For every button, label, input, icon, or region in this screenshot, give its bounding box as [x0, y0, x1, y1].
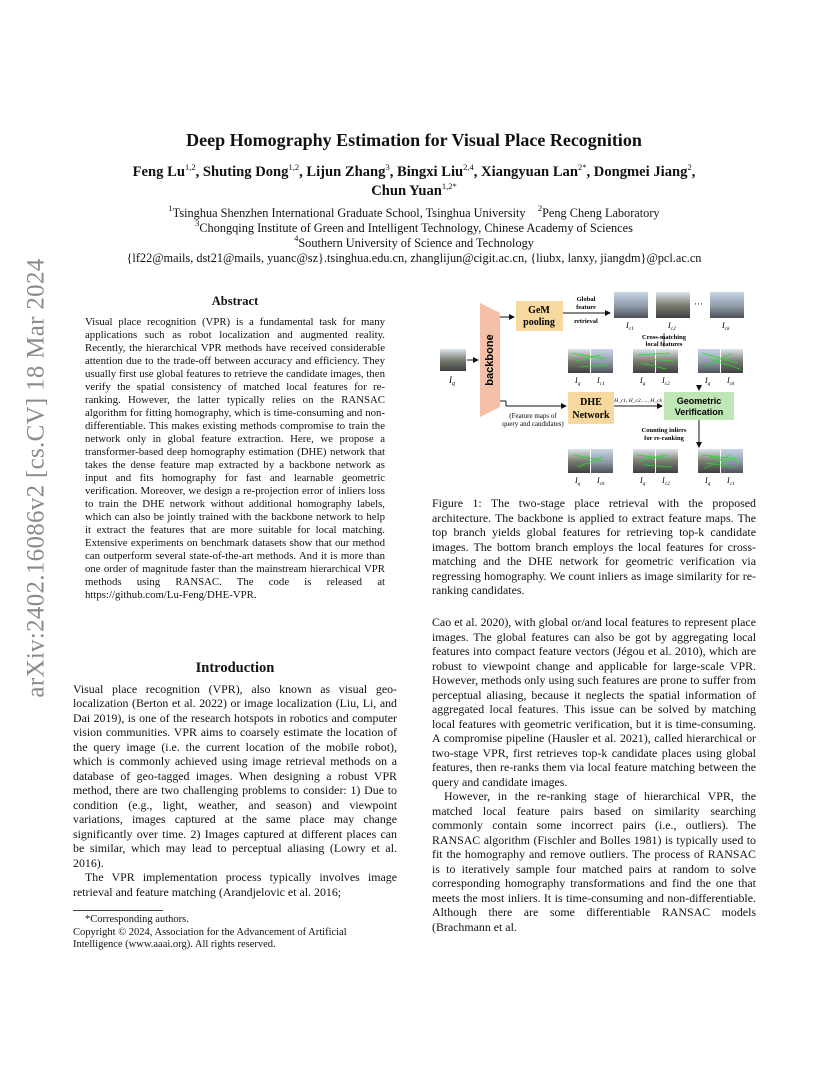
figure-1	[440, 289, 750, 489]
figure-1-diagram	[440, 289, 750, 489]
svg-text:Ick: $I_{ck}$	[597, 476, 605, 487]
affiliation-tsinghua: Tsinghua Shenzhen International Graduate School, Tsinghua University	[172, 206, 526, 220]
homography-label: H_c1, H_c2, ..., H_ck	[614, 398, 662, 404]
matched-pairs-row	[568, 349, 743, 387]
query-label: $I_q$	[449, 375, 455, 387]
ellipsis: ···	[694, 299, 703, 309]
intro-paragraph-2: The VPR implementation process typically involves image retrieval and feature matching (Arandjelovic et al. 2016;	[73, 870, 397, 899]
figure-1-caption	[432, 496, 756, 598]
candidate-image-k	[710, 292, 744, 318]
svg-text:Iq: $I_q$	[705, 376, 711, 387]
svg-text:Ic1: $I_{c1}$	[727, 476, 735, 487]
backbone-label: backbone	[483, 334, 496, 386]
svg-text:Cross-matching: Cross-matching	[642, 334, 686, 341]
introduction-section	[73, 661, 397, 899]
svg-text:(Feature maps of: (Feature maps of	[509, 412, 557, 420]
svg-text:GeM: GeM	[528, 305, 550, 316]
svg-text:Counting inliers: Counting inliers	[641, 427, 687, 434]
svg-text:local features: local features	[645, 341, 683, 348]
svg-text:Geometric: Geometric	[676, 396, 722, 406]
author-affiliation-marker: 3	[385, 162, 390, 172]
arxiv-stamp	[22, 258, 52, 698]
footnote-copyright: Copyright © 2024, Association for the Advancement of Artificial Intelligence (www.aaai.org). All rights reserved.	[73, 926, 347, 950]
svg-text:Iq: $I_q$	[575, 476, 581, 487]
author-affiliation-marker: 2	[687, 162, 692, 172]
author-emails: {lf22@mails, dst21@mails, yuanc@sz}.tsinghua.edu.cn, zhanglijun@cigit.ac.cn, {liubx, lanxy, jiangdm}@pcl.ac.cn	[126, 251, 702, 265]
svg-text:Iq: $I_q$	[640, 376, 646, 387]
author-name: Shuting Dong	[202, 164, 289, 180]
author-name: Chun Yuan	[371, 183, 442, 199]
right-paragraph-2: However, in the re-ranking stage of hierarchical VPR, the matched local feature pairs based on similarity searching commonly contain some incorrect pairs (i.e., outliers). The RANSAC algorithm (Fischler and Bolles 1981) is typically used to fit the homography and remove outliers. The process of RANSAC is to iteratively sample four matched pairs at random to solve corresponding homography transformations and find the one that meets the most inliers. It is time-consuming and non-differentiable. Although there are some differentiable RANSAC models (Brachmann et al.	[432, 789, 756, 934]
svg-text:query and candidates): query and candidates)	[502, 420, 564, 428]
author-affiliation-marker: 1,2*	[441, 181, 457, 191]
svg-text:Iq: $I_q$	[575, 376, 581, 387]
abstract-heading: Abstract	[211, 294, 259, 308]
svg-text:Ic2: $I_{c2}$	[668, 321, 676, 332]
svg-text:Network: Network	[572, 410, 610, 421]
query-image	[440, 349, 466, 371]
svg-text:Ic2: $I_{c2}$	[662, 376, 670, 387]
affiliation-pengcheng: Peng Cheng Laboratory	[542, 206, 660, 220]
svg-text:Ic2: $I_{c2}$	[662, 476, 670, 487]
svg-text:DHE: DHE	[580, 397, 602, 408]
author-name: Lijun Zhang	[306, 164, 386, 180]
author-name: Xiangyuan Lan	[481, 164, 578, 180]
svg-text:Ic1: $I_{c1}$	[626, 321, 634, 332]
right-paragraph-1: Cao et al. 2020), with global or/and local features to represent place images. The global features can also be got by aggregating local features into compact feature vectors (Jégou et al. 2010), which are robust to viewpoint change and applicable for large-scale VPR. However, methods only using such features are prone to suffer from perceptual aliasing, because it neglects the spatial information of aggregated local features. This issue can be solved by matching local features with geometric verification, but it is time-consuming. A compromise pipeline (Hausler et al. 2021), called hierarchical or two-stage VPR, first retrieves top-k candidate places using global features, then re-ranks them via local feature matching between the query and candidate images.	[432, 615, 756, 789]
author-list: Feng Lu$^{1,2}$, Shuting Dong$^{1,2}$, Lijun Zhang$^3$, Bingxi Liu$^{2,4}$, Xiangyuan Lan$^{2*}$, Dongmei Jiang$^2$, Chun Yuan$^{1,2*}$	[132, 162, 696, 199]
footnote-corresponding: *Corresponding authors.	[85, 914, 189, 925]
affiliations	[60, 203, 768, 266]
author-name: Bingxi Liu	[397, 164, 464, 180]
caption-text: Figure 1: The two-stage place retrieval with the proposed architecture. The backbone is applied to extract feature maps. The top branch yields global features for retrieving top-k candidate images. The bottom branch employs the local features for cross-matching and the DHE network for geometric verification via regressing homography. We count inliers as image similarity for re-ranking candidates.	[432, 496, 756, 597]
candidate-image-1	[614, 292, 648, 318]
introduction-heading: Introduction	[195, 660, 275, 676]
svg-text:retrieval: retrieval	[574, 318, 598, 325]
affiliation-line-1: $^1$Tsinghua Shenzhen International Graduate School, Tsinghua University $^2$Peng Cheng Laboratory	[168, 203, 660, 220]
arxiv-id: arXiv:2402.16086v2 [cs.CV] 18 Mar 2024	[23, 258, 50, 698]
svg-text:for re-ranking: for re-ranking	[644, 435, 684, 442]
footnote-rule	[73, 910, 163, 911]
author-name: Dongmei Jiang	[593, 164, 688, 180]
abstract-text: Visual place recognition (VPR) is a fundamental task for many applications such as robot localization and augmented reality. Recently, the hierarchical VPR methods have received considerable attention due to the trade-off between accuracy and efficiency. They usually first use global features to retrieve the candidate images, then verify the spatial consistency of matched local features for re-ranking. However, the latter typically relies on the RANSAC algorithm for fitting homography, which is time-consuming and non-differentiable. This makes existing methods compromise to train the network only in global feature extraction. Here, we propose a transformer-based deep homography estimation (DHE) network that takes the dense feature map extracted by a backbone network as input and fits homography for fast and learnable geometric verification. Moreover, we design a re-projection error of inliers loss to train the DHE network without additional homography labels, which can also be jointly trained with the backbone network to help it extract the features that are more suitable for local matching. Extensive experiments on benchmark datasets show that our method can outperform several state-of-the-art methods. And it is more than one order of magnitude faster than the mainstream hierarchical VPR methods using RANSAC. The code is released at https://github.com/Lu-Feng/DHE-VPR.	[85, 315, 385, 601]
author-affiliation-marker: 2*	[577, 162, 587, 172]
author-affiliation-marker: 1,2	[184, 162, 196, 172]
svg-text:Iq: $I_q$	[640, 476, 646, 487]
author-affiliation-marker: 2,4	[463, 162, 474, 172]
intro-paragraph-1: Visual place recognition (VPR), also known as visual geo-localization (Berton et al. 2022) or image localization (Liu, Li, and Dai 2019), is one of the research hotspots in robotics and computer vision communities. VPR aims to coarsely estimate the location of the query image (i.e. the current location of the mobile robot), which is commonly achieved using image retrieval methods on a database of geo-tagged images. When designing a robust VPR method, there are two challenging problems to consider: 1) Due to condition (e.g., light, weather, and season) and viewpoint variations, images captured at the same place may change significantly over time. 2) Images captured at different places can be similar, which may lead to perceptual aliasing (Lowry et al. 2016).	[73, 681, 397, 870]
reranked-pairs-row	[568, 449, 743, 487]
svg-text:feature: feature	[576, 304, 596, 311]
candidate-image-2	[656, 292, 690, 318]
author-affiliation-marker: 1,2	[288, 162, 300, 172]
paper-title: Deep Homography Estimation for Visual Place Recognition	[186, 130, 642, 150]
svg-text:Ick: $I_{ck}$	[722, 321, 730, 332]
affiliation-line-3: $^4$Southern University of Science and Technology	[294, 233, 534, 250]
right-column-body	[432, 615, 756, 934]
svg-text:Verification: Verification	[674, 407, 724, 417]
svg-text:Iq: $I_q$	[705, 476, 711, 487]
svg-text:Ic1: $I_{c1}$	[597, 376, 605, 387]
svg-text:pooling: pooling	[523, 317, 555, 328]
svg-text:Ick: $I_{ck}$	[727, 376, 735, 387]
author-name: Feng Lu	[132, 164, 185, 180]
footnote	[73, 910, 397, 952]
affiliation-line-2: $^3$Chongqing Institute of Green and Intelligent Technology, Chinese Academy of Sciences	[195, 218, 633, 235]
svg-text:Global: Global	[576, 296, 596, 303]
left-column	[73, 294, 397, 602]
